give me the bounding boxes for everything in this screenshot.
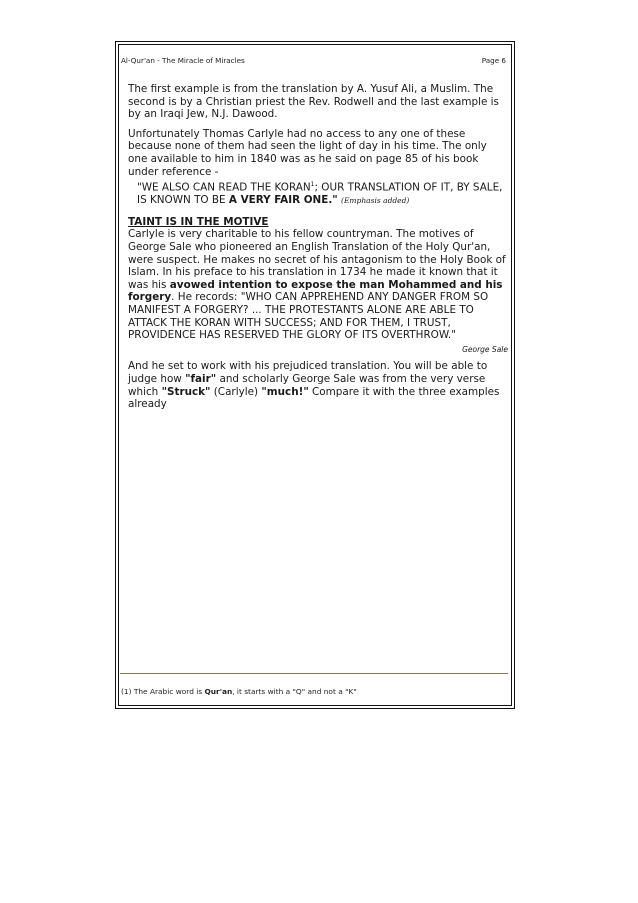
emphasis-note: (Emphasis added) [341, 196, 410, 206]
paragraph-carlyle-access: Unfortunately Thomas Carlyle had no access to any one of these because none of them had seen the light of day in his time. The only one available to him in 1840 was as he said on page 85 of his book under reference - [128, 127, 487, 178]
footnote-divider [120, 673, 508, 674]
footnote-reference: 1 [310, 181, 315, 189]
footnote-text-end: , it starts with a "Q" and not a "K" [232, 687, 357, 696]
closing-text-2: and scholarly George Sale was from the very verse which [128, 372, 486, 398]
footnote-text-start: The Arabic word is [133, 687, 205, 696]
paragraph-translations: The first example is from the translation by A. Yusuf Ali, a Muslim. The second is by a Christian priest the Rev. Rodwell and the last example is by an Iraqi Jew, N.J. Dawood. [128, 83, 499, 121]
section-body-bold: avowed intention to expose the man Mohammed and his forgery [128, 278, 503, 304]
footnote [121, 687, 357, 696]
section-taint [128, 216, 508, 357]
closing-text-3: (Carlyle) [210, 385, 262, 398]
section-title: TAINT IS IN THE MOTIVE [128, 215, 269, 228]
document-title: Al-Qur'an - The Miracle of Miracles [121, 56, 245, 65]
closing-text-1: And he set to work with his prejudiced translation. You will be able to judge how [128, 360, 488, 385]
paragraph-closing [128, 360, 508, 410]
page-number: Page 6 [481, 56, 506, 65]
quote-text-start: "WE ALSO CAN READ THE KORAN [137, 181, 311, 194]
section-body-start: Carlyle is very charitable to his fellow countryman. The motives of George Sale who pioneered an English Translation of the Holy Qur'an, were suspect. He makes no secret of his antagonism to the Holy Book of Islam. In his preface to his translation in 1734 he made it known that it was his [128, 228, 506, 291]
page-content [128, 83, 508, 418]
carlyle-quote [137, 179, 508, 208]
quote-bold-text: A VERY FAIR ONE." [228, 194, 338, 207]
footnote-word: Qur'an [204, 687, 233, 696]
closing-struck: "Struck" [161, 385, 211, 398]
quote-attribution: George Sale [462, 344, 508, 354]
section-body-end: . He records: "WHO CAN APPREHEND ANY DANGER FROM SO MANIFEST A FORGERY? ... THE PROTESTANTS ALONE ARE ABLE TO ATTACK THE KORAN WITH SUCCESS; AND FOR THEM, I TRUST, PROVIDENCE HAS RESERVED THE GLORY OF ITS OVERTHROW." [128, 291, 489, 342]
closing-fair: "fair" [185, 372, 217, 385]
quote-text-middle: ; OUR TRANSLATION OF IT, BY SALE, IS KNOWN TO BE [137, 181, 503, 207]
section-body [128, 228, 508, 341]
footnote-marker: (1) [121, 687, 132, 696]
page-header [121, 56, 506, 65]
closing-much: "much!" [261, 385, 309, 398]
closing-text-4: Compare it with the three examples already [128, 385, 500, 411]
